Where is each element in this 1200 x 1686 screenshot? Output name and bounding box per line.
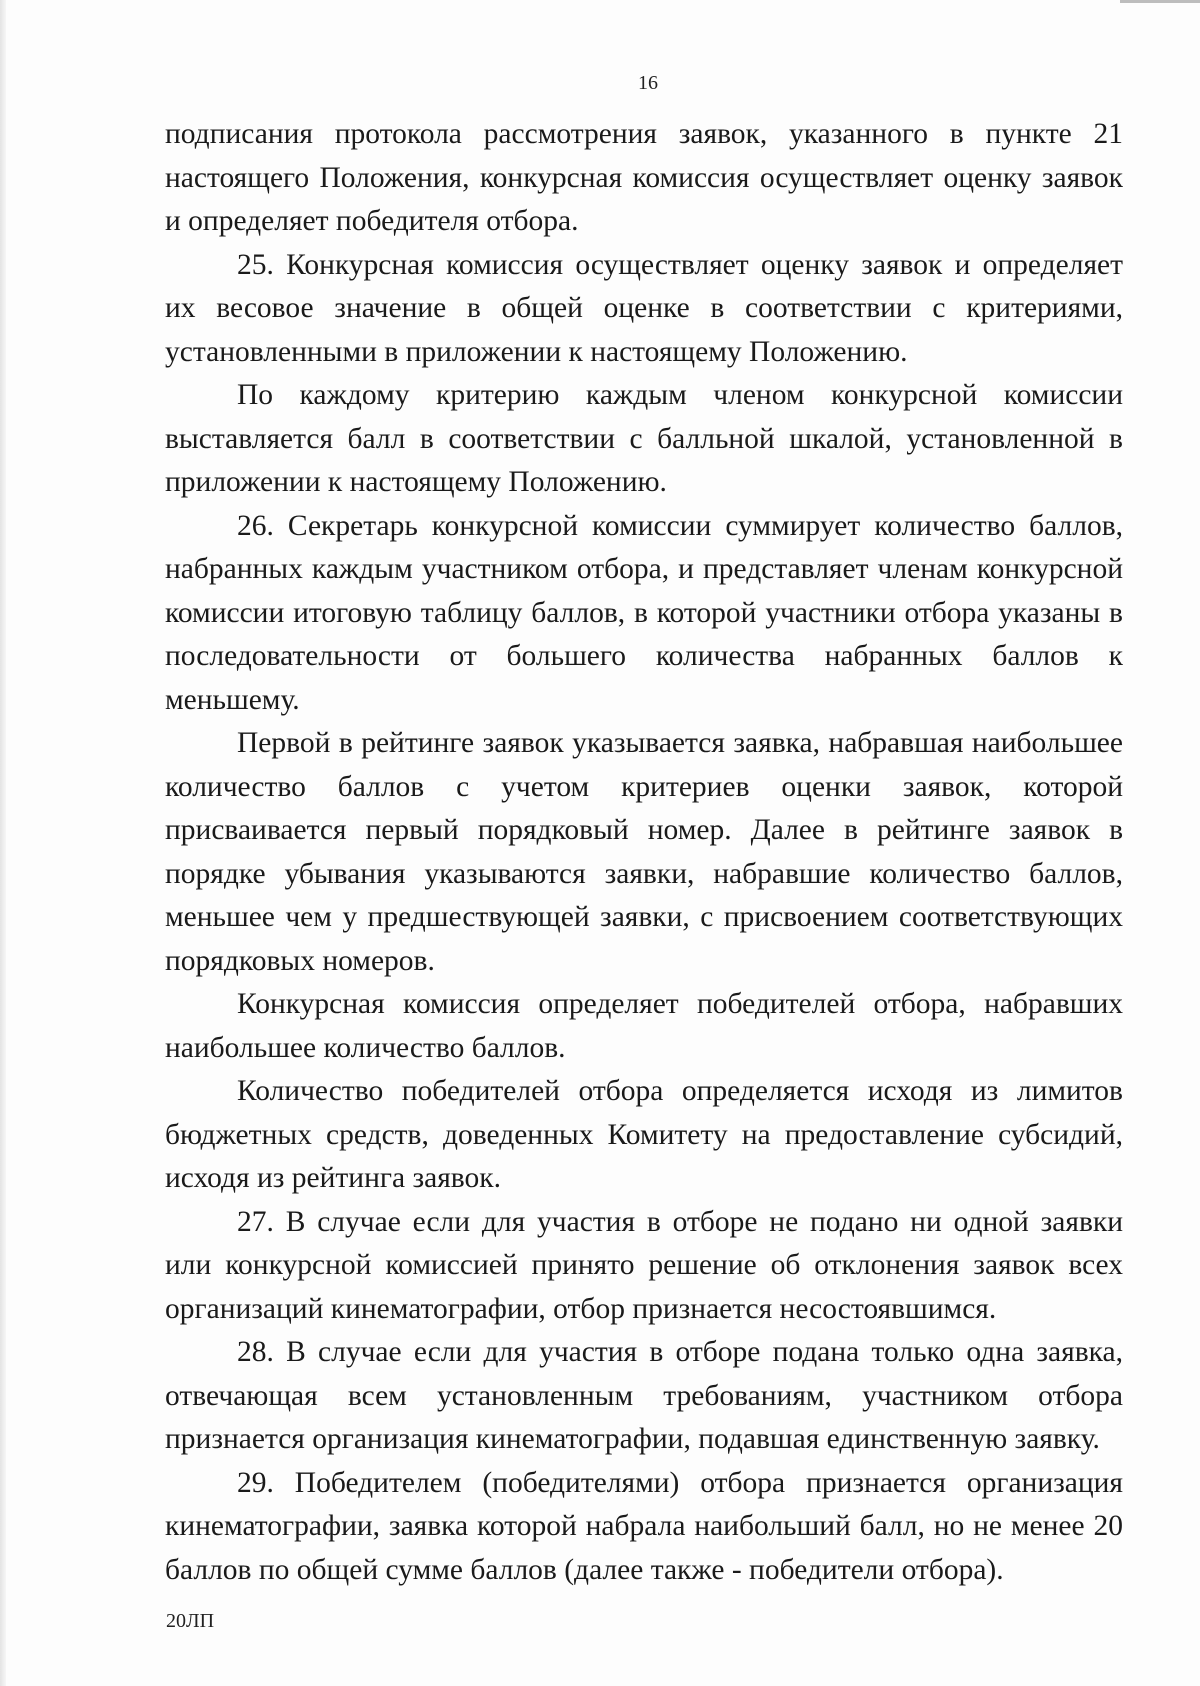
paragraph-rating: Первой в рейтинге заявок указывается заявка, набравшая наибольшее количество баллов с учетом критериев оценки заявок, которой присваивается первый порядковый номер. Далее в рейтинге заявок в порядке убывания указываются заявки, набравшие количество баллов, меньшее чем у предшествующей заявки, с присвоением соответствующих порядковых номеров. — [165, 727, 1123, 977]
paragraph-item-28: 28. В случае если для участия в отборе подана только одна заявка, отвечающая всем установленным требованиям, участником отбора признается организация кинематографии, подавшая единственную заявку. — [165, 1336, 1123, 1455]
paragraph-winners-count: Количество победителей отбора определяется исходя из лимитов бюджетных средств, доведенных Комитету на предоставление субсидий, исходя из рейтинга заявок. — [165, 1075, 1123, 1194]
paragraph-continuation: подписания протокола рассмотрения заявок, указанного в пункте 21 настоящего Положения, конкурсная комиссия осуществляет оценку заявок и определяет победителя отбора. — [165, 118, 1123, 237]
page-number: 16 — [638, 72, 658, 94]
paragraph-scoring: По каждому критерию каждым членом конкурсной комиссии выставляется балл в соответствии с балльной шкалой, установленной в приложении к настоящему Положению. — [165, 379, 1123, 498]
paragraph-item-26: 26. Секретарь конкурсной комиссии суммирует количество баллов, набранных каждым участником отбора, и представляет членам конкурсной комиссии итоговую таблицу баллов, в которой участники отбора указаны в последовательности от большего количества набранных баллов к меньшему. — [165, 509, 1123, 716]
scan-left-edge-shadow — [0, 0, 6, 1686]
paragraph-item-25: 25. Конкурсная комиссия осуществляет оценку заявок и определяет их весовое значение в общей оценке в соответствии с критериями, установленными в приложении к настоящему Положению. — [165, 248, 1123, 368]
footer-document-code: 20ЛП — [166, 1610, 215, 1632]
paragraph-winners: Конкурсная комиссия определяет победителей отбора, набравших наибольшее количество баллов. — [165, 988, 1123, 1064]
scan-top-right-mark — [1120, 0, 1200, 3]
document-body — [165, 113, 1123, 1592]
paragraph-item-29: 29. Победителем (победителями) отбора признается организация кинематографии, заявка которой набрала наибольший балл, но не менее 20 баллов по общей сумме баллов (далее также - победители отбора). — [165, 1466, 1123, 1586]
paragraph-item-27: 27. В случае если для участия в отборе не подано ни одной заявки или конкурсной комиссией принято решение об отклонения заявок всех организаций кинематографии, отбор признается несостоявшимся. — [165, 1205, 1123, 1325]
